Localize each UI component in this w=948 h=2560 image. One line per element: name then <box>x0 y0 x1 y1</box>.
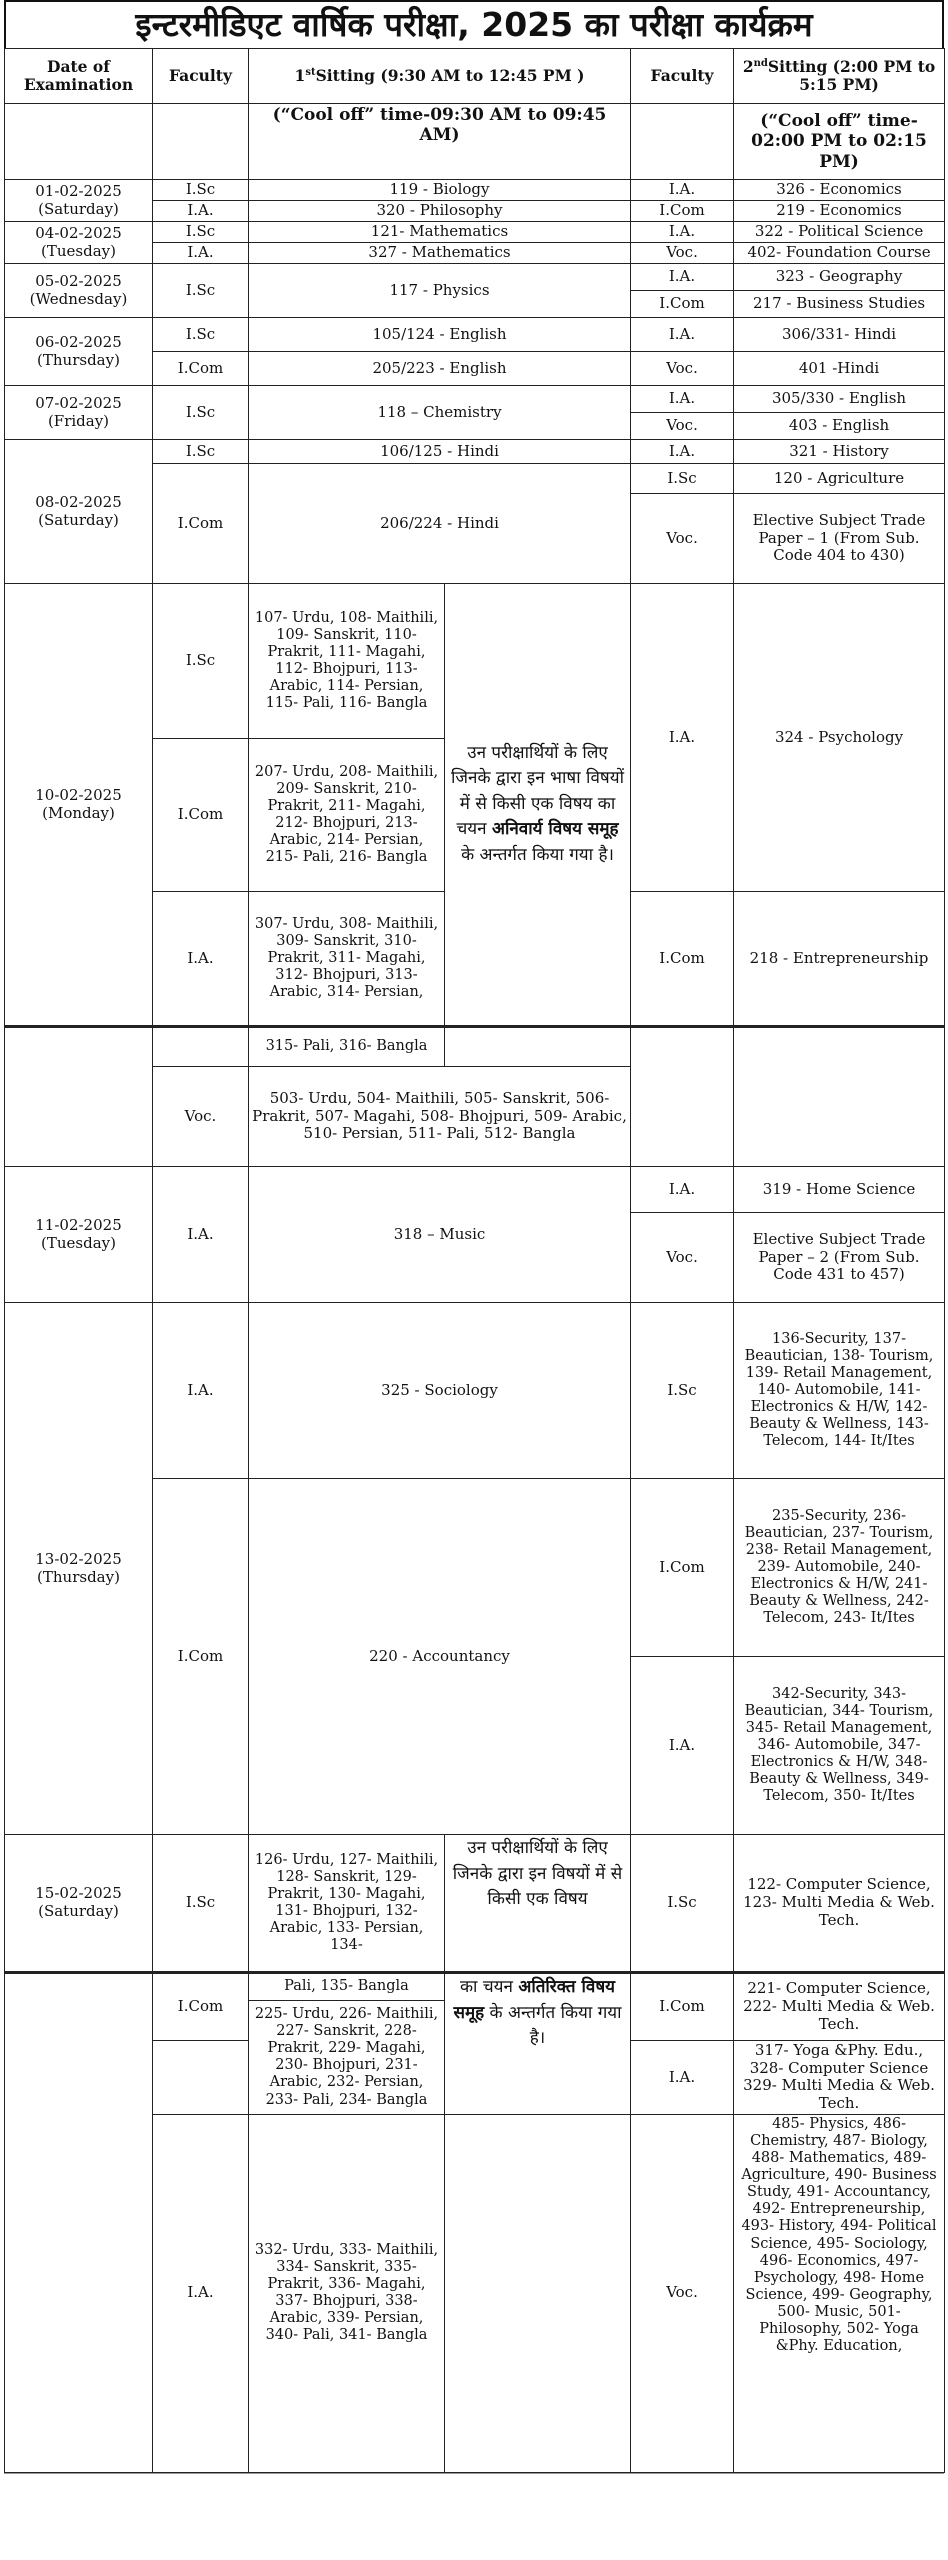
subject-cell: 220 - Accountancy <box>249 1479 631 1835</box>
subject-cell: 485- Physics, 486- Chemistry, 487- Biology, 488- Mathematics, 489- Agriculture, 490- Business Study, 491- Accountancy, 492- Entrepreneurship, 493- History, 494- Political Science, 495- Sociology, 496- Economics, 497- Psychology, 498- Home Science, 499- Geography, 500- Music, 501- Philosophy, 502- Yoga &Phy. Education, <box>734 2114 945 2472</box>
subject-cell: 322 - Political Science <box>734 222 945 243</box>
faculty-cell: I.Com <box>631 1973 734 2041</box>
header-sitting-2: 2ndSitting (2:00 PM to 5:15 PM) <box>734 49 945 104</box>
faculty-cell: I.Sc <box>153 584 249 739</box>
table-row <box>5 386 945 413</box>
table-row <box>5 318 945 352</box>
exam-date: 11-02-2025 (Tuesday) <box>5 1167 153 1303</box>
header-row <box>5 49 945 104</box>
subject-cell: 119 - Biology <box>249 180 631 201</box>
exam-date: 08-02-2025 (Saturday) <box>5 440 153 584</box>
subject-cell: 217 - Business Studies <box>734 291 945 318</box>
header-sitting-1: 1stSitting (9:30 AM to 12:45 PM ) <box>249 49 631 104</box>
faculty-cell: I.Com <box>153 1973 249 2041</box>
faculty-cell: I.Sc <box>153 222 249 243</box>
subject-cell: Elective Subject Trade Paper – 2 (From Sub. Code 431 to 457) <box>734 1213 945 1303</box>
faculty-cell: I.A. <box>631 2041 734 2115</box>
faculty-cell: I.Com <box>631 892 734 1027</box>
faculty-cell: I.Com <box>153 352 249 386</box>
faculty-cell: I.A. <box>153 1167 249 1303</box>
table-row <box>5 440 945 464</box>
exam-date: 10-02-2025 (Monday) <box>5 584 153 1027</box>
subject-cell: 317- Yoga &Phy. Edu., 328- Computer Science 329- Multi Media & Web. Tech. <box>734 2041 945 2115</box>
cool-off-1: (“Cool off” time-09:30 AM to 09:45 AM) <box>249 104 631 180</box>
faculty-cell: I.A. <box>631 386 734 413</box>
faculty-cell: I.Sc <box>631 1835 734 1973</box>
subject-cell: 107- Urdu, 108- Maithili, 109- Sanskrit, 110- Prakrit, 111- Magahi, 112- Bhojpuri, 113- Arabic, 114- Persian, 115- Pali, 116- Bangla <box>249 584 445 739</box>
faculty-cell: I.Sc <box>631 464 734 494</box>
faculty-cell: I.A. <box>153 1303 249 1479</box>
subject-cell: 121- Mathematics <box>249 222 631 243</box>
subject-cell: 401 -Hindi <box>734 352 945 386</box>
exam-date: 05-02-2025 (Wednesday) <box>5 264 153 318</box>
subject-cell: 225- Urdu, 226- Maithili, 227- Sanskrit, 228- Prakrit, 229- Magahi, 230- Bhojpuri, 231- Arabic, 232- Persian, 233- Pali, 234- Bangla <box>249 2001 445 2115</box>
header-date: Date of Examination <box>5 49 153 104</box>
faculty-cell: Voc. <box>631 352 734 386</box>
faculty-cell: I.A. <box>631 318 734 352</box>
hindi-note-compulsory: उन परीक्षार्थियों के लिए जिनके द्वारा इन भाषा विषयों में से किसी एक विषय का चयन अनिवार्य विषय समूह के अन्तर्गत किया गया है। <box>445 584 631 1027</box>
faculty-cell: I.A. <box>153 201 249 222</box>
faculty-cell: I.Sc <box>153 440 249 464</box>
subject-cell: 323 - Geography <box>734 264 945 291</box>
table-row <box>5 1303 945 1479</box>
subject-cell: 126- Urdu, 127- Maithili, 128- Sanskrit, 129- Prakrit, 130- Magahi, 131- Bhojpuri, 132- Arabic, 133- Persian, 134- <box>249 1835 445 1973</box>
subject-cell: 307- Urdu, 308- Maithili, 309- Sanskrit, 310- Prakrit, 311- Magahi, 312- Bhojpuri, 313- Arabic, 314- Persian, <box>249 892 445 1027</box>
faculty-cell: I.A. <box>153 892 249 1027</box>
exam-date: 13-02-2025 (Thursday) <box>5 1303 153 1835</box>
subject-cell: 403 - English <box>734 413 945 440</box>
faculty-cell: Voc. <box>631 2114 734 2472</box>
faculty-cell: I.A. <box>631 1167 734 1213</box>
exam-date: 04-02-2025 (Tuesday) <box>5 222 153 264</box>
faculty-cell: Voc. <box>631 494 734 584</box>
faculty-cell: I.A. <box>631 1657 734 1835</box>
table-row <box>5 264 945 291</box>
subject-cell: 319 - Home Science <box>734 1167 945 1213</box>
faculty-cell: I.Com <box>631 201 734 222</box>
schedule-table <box>4 48 945 2473</box>
faculty-cell: I.A. <box>631 440 734 464</box>
subject-cell: 207- Urdu, 208- Maithili, 209- Sanskrit, 210- Prakrit, 211- Magahi, 212- Bhojpuri, 213- Arabic, 214- Persian, 215- Pali, 216- Bangla <box>249 739 445 892</box>
table-row <box>5 1973 945 2001</box>
faculty-cell: I.Sc <box>153 180 249 201</box>
faculty-cell: I.Com <box>153 1479 249 1835</box>
table-row <box>5 584 945 739</box>
faculty-cell: I.Com <box>153 464 249 584</box>
subject-cell: 332- Urdu, 333- Maithili, 334- Sanskrit, 335- Prakrit, 336- Magahi, 337- Bhojpuri, 338- Arabic, 339- Persian, 340- Pali, 341- Bangla <box>249 2114 445 2472</box>
subject-cell: 221- Computer Science, 222- Multi Media & Web. Tech. <box>734 1973 945 2041</box>
subject-cell: 235-Security, 236- Beautician, 237- Tourism, 238- Retail Management, 239- Automobile, 240- Electronics & H/W, 241- Beauty & Wellness, 242- Telecom, 243- It/Ites <box>734 1479 945 1657</box>
subject-cell: 503- Urdu, 504- Maithili, 505- Sanskrit, 506- Prakrit, 507- Magahi, 508- Bhojpuri, 509- Arabic, 510- Persian, 511- Pali, 512- Bangla <box>249 1067 631 1167</box>
subject-cell: 218 - Entrepreneurship <box>734 892 945 1027</box>
page-footer-divider <box>4 2473 944 2486</box>
header-faculty-2: Faculty <box>631 49 734 104</box>
subject-cell: 342-Security, 343- Beautician, 344- Tourism, 345- Retail Management, 346- Automobile, 347- Electronics & H/W, 348- Beauty & Wellness, 349- Telecom, 350- It/Ites <box>734 1657 945 1835</box>
subject-cell: 402- Foundation Course <box>734 243 945 264</box>
exam-date: 01-02-2025 (Saturday) <box>5 180 153 222</box>
subject-cell: 105/124 - English <box>249 318 631 352</box>
header-faculty-1: Faculty <box>153 49 249 104</box>
faculty-cell: I.Sc <box>631 1303 734 1479</box>
page-title: इन्टरमीडिएट वार्षिक परीक्षा, 2025 का परीक्षा कार्यक्रम <box>4 0 944 48</box>
hindi-note-additional-2: का चयन अतिरिक्त विषय समूह के अन्तर्गत किया गया है। <box>445 1973 631 2115</box>
subject-cell: 306/331- Hindi <box>734 318 945 352</box>
subject-cell: 320 - Philosophy <box>249 201 631 222</box>
table-row <box>5 1167 945 1213</box>
subject-cell: 118 – Chemistry <box>249 386 631 440</box>
subject-cell: 315- Pali, 316- Bangla <box>249 1027 445 1067</box>
faculty-cell: Voc. <box>631 243 734 264</box>
subject-cell: 117 - Physics <box>249 264 631 318</box>
exam-date: 07-02-2025 (Friday) <box>5 386 153 440</box>
subject-cell: 321 - History <box>734 440 945 464</box>
faculty-cell: I.Com <box>631 1479 734 1657</box>
table-row <box>5 180 945 201</box>
faculty-cell: I.A. <box>631 222 734 243</box>
subject-cell: 122- Computer Science, 123- Multi Media & Web. Tech. <box>734 1835 945 1973</box>
subject-cell: 205/223 - English <box>249 352 631 386</box>
subject-cell: 327 - Mathematics <box>249 243 631 264</box>
subject-cell: 206/224 - Hindi <box>249 464 631 584</box>
table-row <box>5 1027 945 1067</box>
faculty-cell: I.Sc <box>153 386 249 440</box>
cool-off-2: (“Cool off” time-02:00 PM to 02:15 PM) <box>734 104 945 180</box>
faculty-cell: I.A. <box>631 180 734 201</box>
subject-cell: 120 - Agriculture <box>734 464 945 494</box>
faculty-cell: I.Sc <box>153 264 249 318</box>
faculty-cell: I.A. <box>153 243 249 264</box>
table-row <box>5 222 945 243</box>
faculty-cell: I.A. <box>153 2114 249 2472</box>
cool-off-row <box>5 104 945 180</box>
subject-cell: 325 - Sociology <box>249 1303 631 1479</box>
exam-schedule-page <box>4 0 944 2486</box>
faculty-cell: I.Sc <box>153 1835 249 1973</box>
faculty-cell: Voc. <box>153 1067 249 1167</box>
subject-cell: 305/330 - English <box>734 386 945 413</box>
subject-cell: 106/125 - Hindi <box>249 440 631 464</box>
faculty-cell: I.A. <box>631 264 734 291</box>
faculty-cell: I.A. <box>631 584 734 892</box>
faculty-cell: Voc. <box>631 1213 734 1303</box>
exam-date: 06-02-2025 (Thursday) <box>5 318 153 386</box>
subject-cell: 136-Security, 137- Beautician, 138- Tourism, 139- Retail Management, 140- Automobile, 141- Electronics & H/W, 142- Beauty & Wellness, 143- Telecom, 144- It/Ites <box>734 1303 945 1479</box>
faculty-cell: I.Com <box>153 739 249 892</box>
hindi-note-additional-1: उन परीक्षार्थियों के लिए जिनके द्वारा इन विषयों में से किसी एक विषय <box>445 1835 631 1973</box>
subject-cell: 318 – Music <box>249 1167 631 1303</box>
faculty-cell: I.Sc <box>153 318 249 352</box>
faculty-cell: Voc. <box>631 413 734 440</box>
faculty-cell: I.Com <box>631 291 734 318</box>
exam-date: 15-02-2025 (Saturday) <box>5 1835 153 1973</box>
subject-cell: Elective Subject Trade Paper – 1 (From Sub. Code 404 to 430) <box>734 494 945 584</box>
subject-cell: 324 - Psychology <box>734 584 945 892</box>
subject-cell: Pali, 135- Bangla <box>249 1973 445 2001</box>
subject-cell: 326 - Economics <box>734 180 945 201</box>
table-row <box>5 1835 945 1973</box>
subject-cell: 219 - Economics <box>734 201 945 222</box>
